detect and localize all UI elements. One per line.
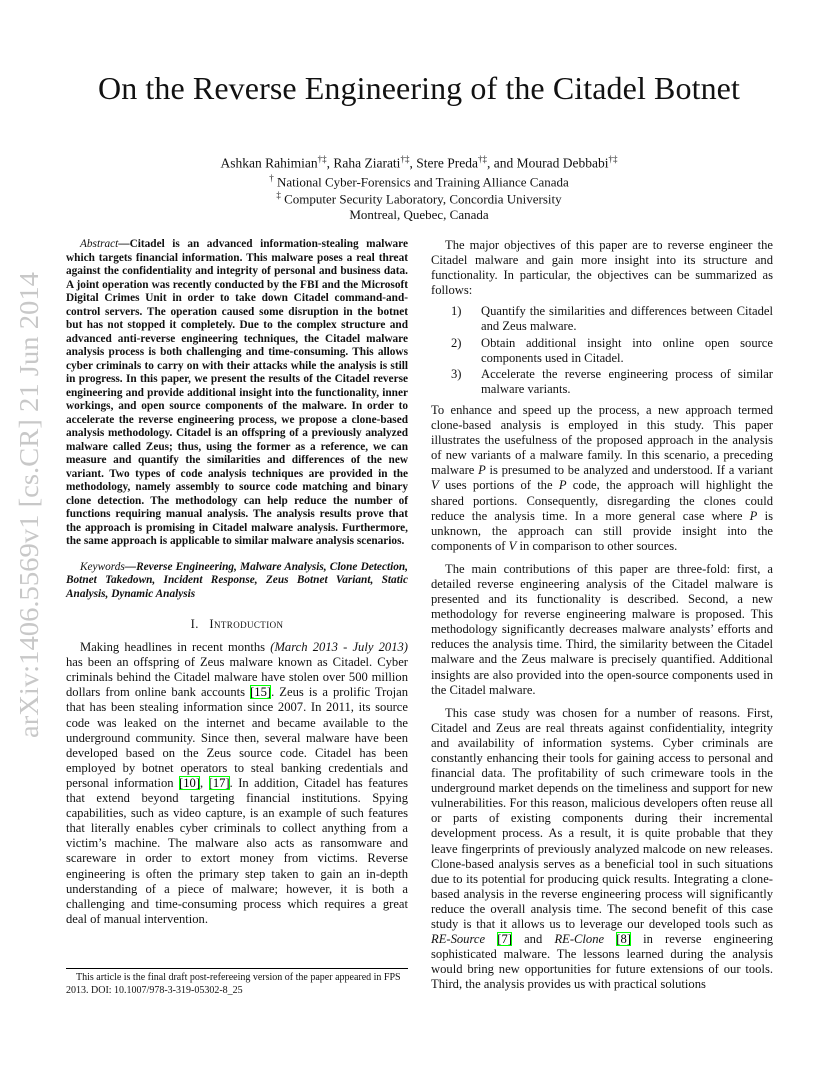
text-run: Making headlines in recent months	[80, 640, 271, 655]
author-mark: †‡	[478, 154, 488, 164]
affiliation-text: National Cyber-Forensics and Training Alliance Canada	[276, 174, 569, 190]
text-run: in reverse engineering sophisticated malware. The lessons learned during the analysis would bring new opportunities for future extensions of our tools. Third, the analysis provides us with practical solutions	[431, 932, 774, 992]
intro-paragraph	[66, 640, 408, 927]
list-item	[451, 336, 773, 366]
author-mark: †‡	[400, 154, 410, 164]
variable: P	[558, 478, 567, 493]
author-name: Raha Ziarati	[333, 155, 401, 171]
keywords-text: —Reverse Engineering, Malware Analysis, Clone Detection, Botnet Takedown, Incident Response, Zeus Botnet Variant, Static Analysis, Dynamic Analysis	[66, 560, 408, 600]
citation-link[interactable]: [15]	[250, 685, 272, 700]
author-name: Mourad Debbabi	[516, 155, 609, 171]
text-run: This case study was chosen for a number of reasons. First, Citadel and Zeus are real threats against confidentiality, integrity and availability of information systems. Cyber criminals are constantly enhancing their tools for gaining access to personal and financial data. The profitability of such crimeware tools in the underground market depends on the timeliness and support for new vulnerabilities. For this reason, malicious developers often reuse all or parts of existing components during their incremental development process. As a result, it is quite probable that they leave fingerprints of previously analyzed malcode on new releases. Clone-based analysis serves as a beneficial tool in such situations due to its potential for producing quick results. Integrating a clone-based analysis in the reverse engineering process will significantly reduce the overall analysis time. The second benefit of this case study is that it allows us to leverage our developed tools such as	[431, 705, 773, 932]
list-text: Obtain additional insight into online open source components used in Citadel.	[481, 335, 773, 365]
variable: P	[478, 463, 486, 478]
citation-link[interactable]: [10]	[179, 775, 201, 790]
text-run: To enhance and speed up the process, a new approach termed clone-based analysis is employed in this study. This paper illustrates the usefulness of the proposed approach in the analysis of new variants of a malware family. In this scenario, a preceding malware	[431, 402, 773, 478]
variable: P	[749, 508, 758, 523]
author-mark: †‡	[608, 154, 618, 164]
right-column	[431, 238, 773, 993]
affiliation-text: Montreal, Quebec, Canada	[349, 207, 489, 222]
tool-name: RE-Clone	[554, 932, 605, 947]
text-run: has been an offspring of Zeus malware known as Citadel. Cyber criminals behind the Citadel malware have stolen over 500 million dollars from online bank accounts	[66, 655, 408, 700]
variable: V	[508, 538, 517, 553]
section-number: I.	[190, 617, 199, 631]
author-list: Ashkan Rahimian†‡, Raha Ziarati†‡, Stere Preda†‡, and Mourad Debbabi†‡	[220, 154, 618, 171]
paper-title: On the Reverse Engineering of the Citadel Botnet	[98, 70, 740, 106]
list-item	[451, 304, 773, 334]
footnote: This article is the final draft post-refereeing version of the paper appeared in FPS 2013. DOI: 10.1007/978-3-319-05302-8_25	[66, 968, 408, 997]
left-column	[66, 238, 408, 927]
affiliation	[60, 190, 778, 207]
keywords-label: Keywords	[80, 560, 125, 573]
affiliation-mark: †	[269, 173, 274, 183]
citation-link[interactable]: [17]	[208, 775, 230, 790]
arxiv-identifier	[6, 270, 50, 740]
variable: V	[431, 478, 439, 493]
objectives-list	[431, 304, 773, 397]
author-name: Stere Preda	[416, 155, 479, 171]
author-mark: †‡	[317, 154, 327, 164]
citation-link[interactable]: [8]	[616, 932, 631, 947]
list-number: 2)	[451, 335, 462, 350]
text-run: is presumed to be analyzed and understood. If a variant	[485, 463, 773, 478]
text-run: is unknown, the approach can still provide insight into the components of	[431, 508, 773, 553]
author-name: Ashkan Rahimian	[220, 155, 318, 171]
citation-link[interactable]: [7]	[497, 932, 512, 947]
list-number: 1)	[451, 304, 462, 319]
list-item	[451, 367, 773, 397]
objectives-paragraph: The major objectives of this paper are to reverse engineer the Citadel malware and gain more insight into its structure and functionality. In particular, the objectives can be summarized as follows:	[431, 238, 773, 298]
case-study-paragraph	[431, 706, 773, 993]
list-text: Accelerate the reverse engineering process of similar malware variants.	[481, 366, 773, 396]
text-run: in comparison to other sources.	[516, 538, 678, 553]
approach-paragraph	[431, 403, 773, 554]
text-run: . Zeus is a prolific Trojan that has been stealing information since 2007. In 2011, its source code was leaked on the internet and became available to the underground community. Since then, several malware have been developed based on the Zeus source code. Citadel has been employed by botnet operators to steal banking credentials and personal information	[66, 685, 408, 790]
contributions-paragraph: The main contributions of this paper are three-fold: first, a detailed reverse engineering analysis of the Citadel malware is presented and its functionality is described. Second, a new methodology for reverse engineering malware is proposed. This methodology significantly decreases malware analysts’ efforts and reduces the analysis time. Third, the similarity between the Citadel malware and the Zeus malware is precisely quantified. Additional insights are also provided into the open-source components used in the Citadel malware.	[431, 561, 773, 697]
date-range: (March 2013 - July 2013)	[270, 640, 408, 655]
list-text: Quantify the similarities and differences between Citadel and Zeus malware.	[481, 304, 773, 334]
affiliation-text: Computer Security Laboratory, Concordia University	[284, 191, 562, 207]
tool-name: RE-Source	[431, 932, 486, 947]
abstract	[66, 238, 408, 549]
section-title: Introduction	[209, 617, 284, 631]
section-heading	[66, 617, 408, 632]
text-run: code, the approach will highlight the shared portions. Consequently, disregarding the clones could reduce the analysis time. In a more general case where	[431, 478, 774, 523]
abstract-label: Abstract	[80, 238, 119, 250]
abstract-text: —Citadel is an advanced information-stealing malware which targets financial information. This malware poses a real threat against the confidentiality and integrity of personal and business data. A joint operation was recently conducted by the FBI and the Microsoft Digital Crimes Unit in order to take down Citadel command-and-control servers. The operation caused some disruption in the botnet but has not stopped it completely. Due to the complex structure and advanced anti-reverse engineering techniques, the Citadel malware analysis process is both challenging and time-consuming. This allows cyber criminals to carry on with their attacks while the analysis is still in progress. In this paper, we present the results of the Citadel reverse engineering and provide additional insight into the functionality, inner workings, and open source components of the malware. In order to accelerate the reverse engineering process, we propose a clone-based analysis methodology. Citadel is an offspring of a previously analyzed malware called Zeus; thus, using the former as a reference, we can measure and quantify the similarities and differences of the new variant. Two types of code analysis techniques are provided in the methodology, namely assembly to source code matching and binary clone detection. The methodology can help reduce the number of functions requiring manual analysis. The analysis results prove that the approach is promising in Citadel malware analysis. Furthermore, the same approach is applicable to similar malware analysis scenarios.	[66, 238, 408, 547]
affiliation	[60, 173, 778, 190]
text-run: uses portions of the	[438, 478, 559, 493]
list-number: 3)	[451, 366, 462, 381]
arxiv-id-text: arXiv:1406.5569v1 [cs.CR] 21 Jun 2014	[14, 298, 44, 738]
text-run: . In addition, Citadel has features that extend beyond targeting financial institutions. Spying capabilities, such as video capture, is an example of such features that literally enables cyber criminals to collect anything from a victim’s machine. The malware also acts as ransomware and scareware in order to extort money from victims. Reverse engineering is often the primary step taken to gain an in-depth understanding of a piece of malware; however, it is both a challenging and time-consuming process which requires a great deal of manual intervention.	[66, 775, 408, 926]
text-run: and	[511, 932, 555, 947]
keywords	[66, 561, 408, 602]
affiliation-mark: ‡	[276, 190, 281, 200]
affiliation	[60, 207, 778, 223]
text-run: ,	[200, 775, 209, 790]
